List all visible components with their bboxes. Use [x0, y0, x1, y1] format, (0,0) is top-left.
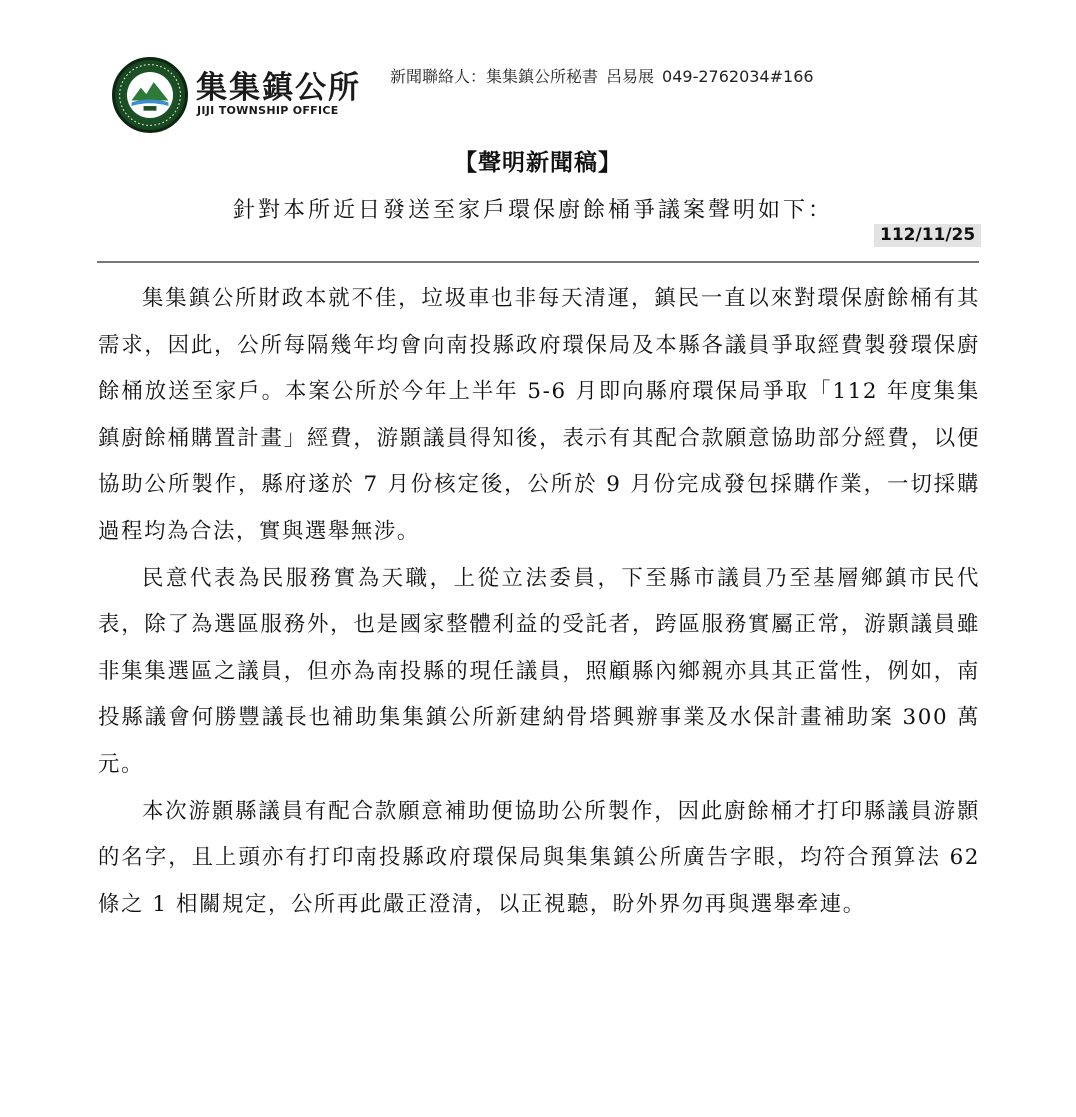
- contact-person: 呂易展: [606, 67, 655, 86]
- logo-name-en: JIJI TOWNSHIP OFFICE: [197, 104, 339, 117]
- header-divider: [97, 261, 979, 263]
- document-subtitle: 針對本所近日發送至家戶環保廚餘桶爭議案聲明如下：: [233, 198, 834, 223]
- document-body: [98, 276, 980, 928]
- press-contact: [390, 64, 822, 87]
- document-title: 【聲明新聞稿】: [454, 150, 622, 176]
- body-paragraph: 集集鎮公所財政本就不佳，垃圾車也非每天清運，鎮民一直以來對環保廚餘桶有其需求，因此，公所每隔幾年均會向南投縣政府環保局及本縣各議員爭取經費製發環保廚餘桶放送至家戶。本案公所於今年上半年 5-6 月即向縣府環保局爭取「112 年度集集鎮廚餘桶購置計畫」經費，游顥議員得知後，表示有其配合款願意協助部分經費，以便協助公所製作，縣府遂於 7 月份核定後，公所於 9 月份完成發包採購作業，一切採購過程均為合法，實與選舉無涉。: [98, 286, 980, 544]
- logo-name-zh: 集集鎮公所: [196, 70, 361, 106]
- document-date: 112/11/25: [874, 224, 981, 247]
- contact-phone: 049-2762034#166: [662, 67, 814, 86]
- body-paragraph: 本次游顥縣議員有配合款願意補助便協助公所製作，因此廚餘桶才打印縣議員游顥的名字，且上頭亦有打印南投縣政府環保局與集集鎮公所廣告字眼，均符合預算法 62 條之 1 相關規定，公所再此嚴正澄清，以正視聽，盼外界勿再與選舉牽連。: [98, 798, 980, 917]
- body-paragraph: 民意代表為民服務實為天職，上從立法委員，下至縣市議員乃至基層鄉鎮市民代表，除了為選區服務外，也是國家整體利益的受託者，跨區服務實屬正常，游顥議員雖非集集選區之議員，但亦為南投縣的現任議員，照顧縣內鄉親亦具其正當性，例如，南投縣議會何勝豐議長也補助集集鎮公所新建納骨塔興辦事業及水保計畫補助案 300 萬元。: [98, 565, 980, 777]
- township-seal-icon: [112, 57, 188, 133]
- contact-label: 新聞聯絡人：集集鎮公所秘書: [390, 67, 599, 86]
